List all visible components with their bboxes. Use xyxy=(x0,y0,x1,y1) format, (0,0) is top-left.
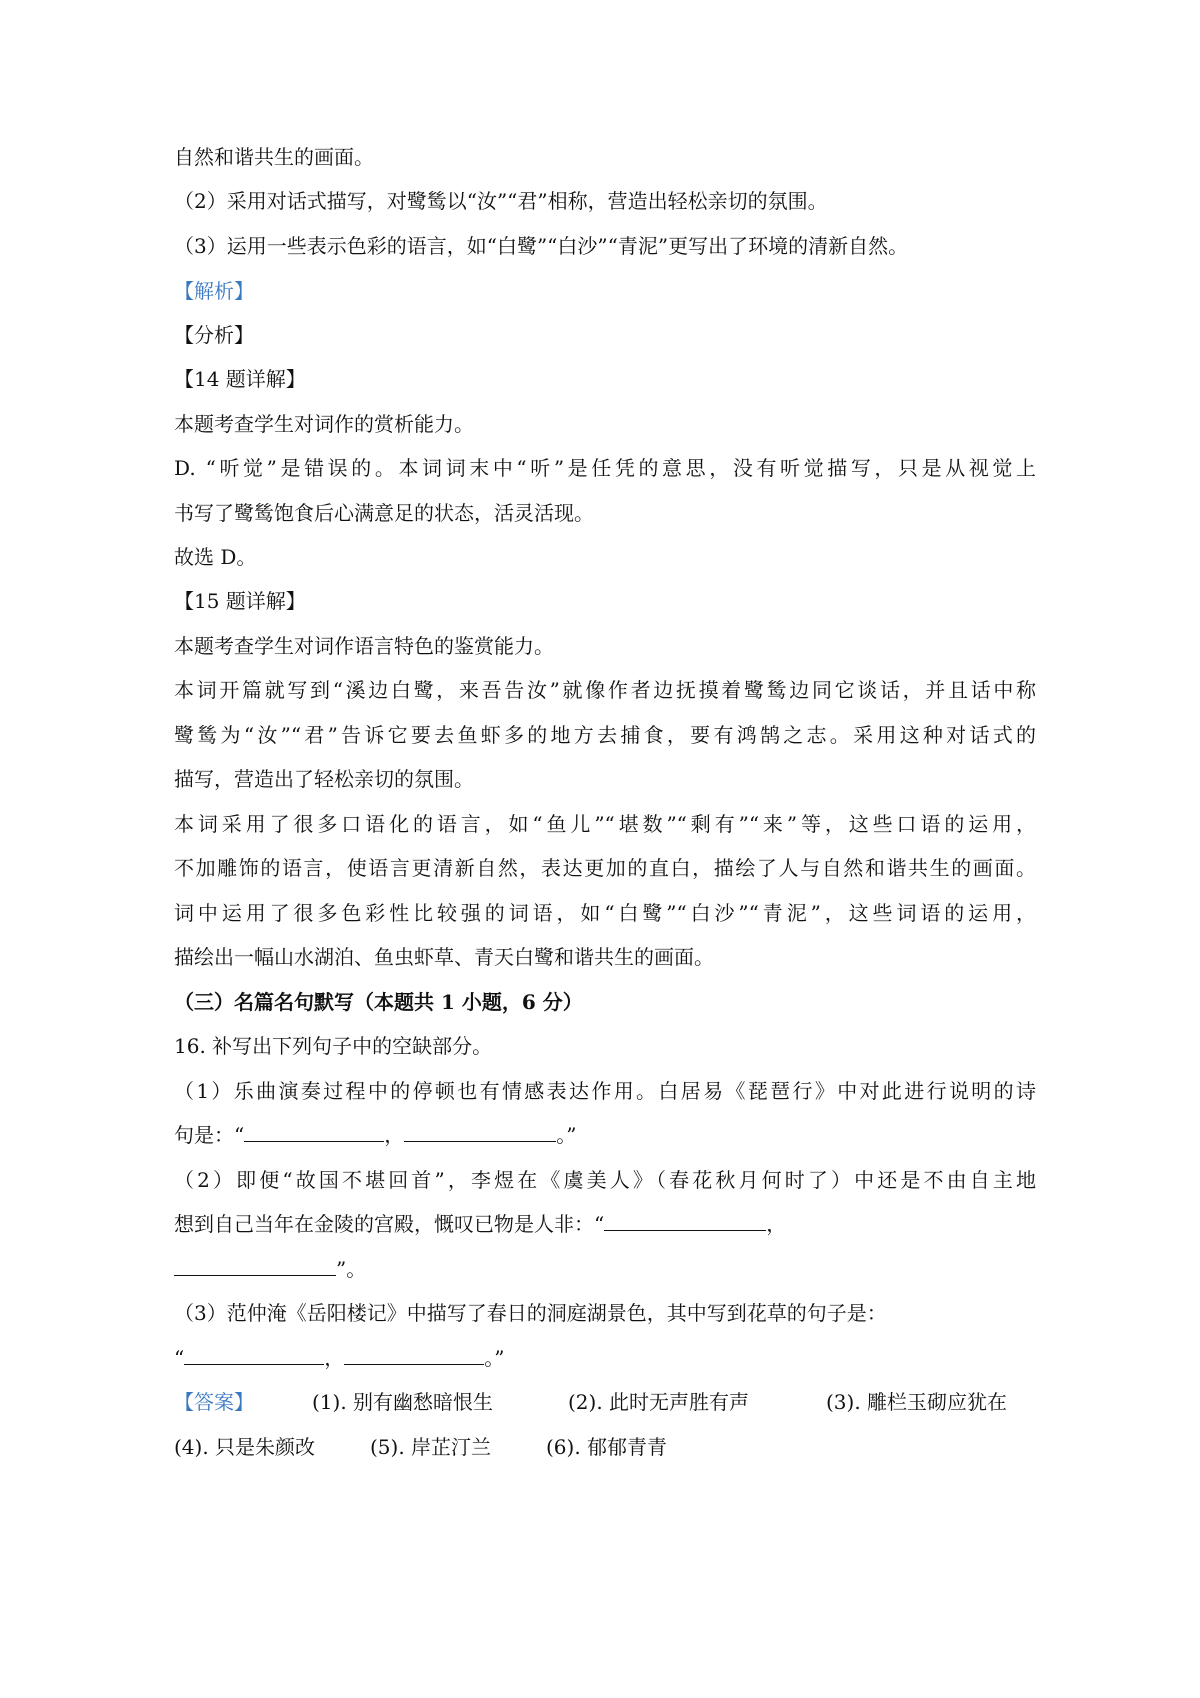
text-line: 本题考查学生对词作的赏析能力。 xyxy=(174,412,474,436)
answer-blank[interactable] xyxy=(244,1123,384,1142)
text-line: 鹭鸶为“汝”“君”告诉它要去鱼虾多的地方去捕食，要有鸿鹄之志。采用这种对话式的 xyxy=(174,723,1036,747)
text-line: （2）采用对话式描写，对鹭鸶以“汝”“君”相称，营造出轻松亲切的氛围。 xyxy=(174,189,828,213)
text-line: 本词采用了很多口语化的语言，如“鱼儿”“堪数”“剩有”“来”等，这些口语的运用， xyxy=(174,812,1036,836)
answer-item: (6). 郁郁青青 xyxy=(546,1435,668,1459)
fill-blank-line: 句是：“ ， 。” xyxy=(174,1123,577,1147)
text-line: （3）运用一些表示色彩的语言，如“白鹭”“白沙”“青泥”更写出了环境的清新自然。 xyxy=(174,234,909,258)
text-line: 书写了鹭鸶饱食后心满意足的状态，活灵活现。 xyxy=(174,501,594,525)
text-line: 故选 D。 xyxy=(174,545,257,569)
q15-heading: 【15 题详解】 xyxy=(174,589,306,613)
text-line: 描绘出一幅山水湖泊、鱼虫虾草、青天白鹭和谐共生的画面。 xyxy=(174,945,714,969)
text-line: 自然和谐共生的画面。 xyxy=(174,145,374,169)
answer-blank[interactable] xyxy=(404,1123,556,1142)
text-line: 描写，营造出了轻松亲切的氛围。 xyxy=(174,767,474,791)
answer-item: (4). 只是朱颜改 xyxy=(174,1435,316,1459)
analysis-label: 【解析】 xyxy=(174,279,254,303)
answer-row xyxy=(174,1387,1034,1417)
fill-blank-line: ”。 xyxy=(174,1254,366,1284)
text-line: 本题考查学生对词作语言特色的鉴赏能力。 xyxy=(174,634,554,658)
answer-item: (2). 此时无声胜有声 xyxy=(568,1390,750,1414)
question-16: 16. 补写出下列句子中的空缺部分。 xyxy=(174,1034,493,1058)
answer-row xyxy=(174,1432,1034,1462)
fill-blank-line: 想到自己当年在金陵的宫殿，慨叹已物是人非：“ ， xyxy=(174,1212,787,1236)
answer-item: (1). 别有幽愁暗恨生 xyxy=(312,1390,494,1414)
text-line: （3）范仲淹《岳阳楼记》中描写了春日的洞庭湖景色，其中写到花草的句子是： xyxy=(174,1301,887,1325)
text-line: 本词开篇就写到“溪边白鹭，来吾告汝”就像作者边抚摸着鹭鸶边同它谈话，并且话中称 xyxy=(174,678,1036,702)
answer-blank[interactable] xyxy=(184,1346,324,1365)
answer-item: (3). 雕栏玉砌应犹在 xyxy=(826,1390,1008,1414)
answer-item: (5). 岸芷汀兰 xyxy=(370,1435,492,1459)
text-line: 不加雕饰的语言，使语言更清新自然，表达更加的直白，描绘了人与自然和谐共生的画面。 xyxy=(174,856,1036,880)
answer-label: 【答案】 xyxy=(174,1390,254,1414)
text-line: （1）乐曲演奏过程中的停顿也有情感表达作用。白居易《琵琶行》中对此进行说明的诗 xyxy=(174,1079,1036,1103)
fill-blank-line: “ ， 。” xyxy=(174,1346,505,1370)
fenxi-label: 【分析】 xyxy=(174,323,254,347)
answer-blank[interactable] xyxy=(174,1257,336,1276)
text-line: D. “听觉”是错误的。本词词末中“听”是任凭的意思，没有听觉描写，只是从视觉上 xyxy=(174,456,1036,480)
text-line: 词中运用了很多色彩性比较强的词语，如“白鹭”“白沙”“青泥”，这些词语的运用， xyxy=(174,901,1036,925)
section-heading: （三）名篇名句默写（本题共 1 小题，6 分） xyxy=(174,990,583,1014)
answer-blank[interactable] xyxy=(604,1212,766,1231)
answer-blank[interactable] xyxy=(344,1346,484,1365)
text-line: （2）即便“故国不堪回首”，李煜在《虞美人》（春花秋月何时了）中还是不由自主地 xyxy=(174,1168,1036,1192)
q14-heading: 【14 题详解】 xyxy=(174,367,306,391)
